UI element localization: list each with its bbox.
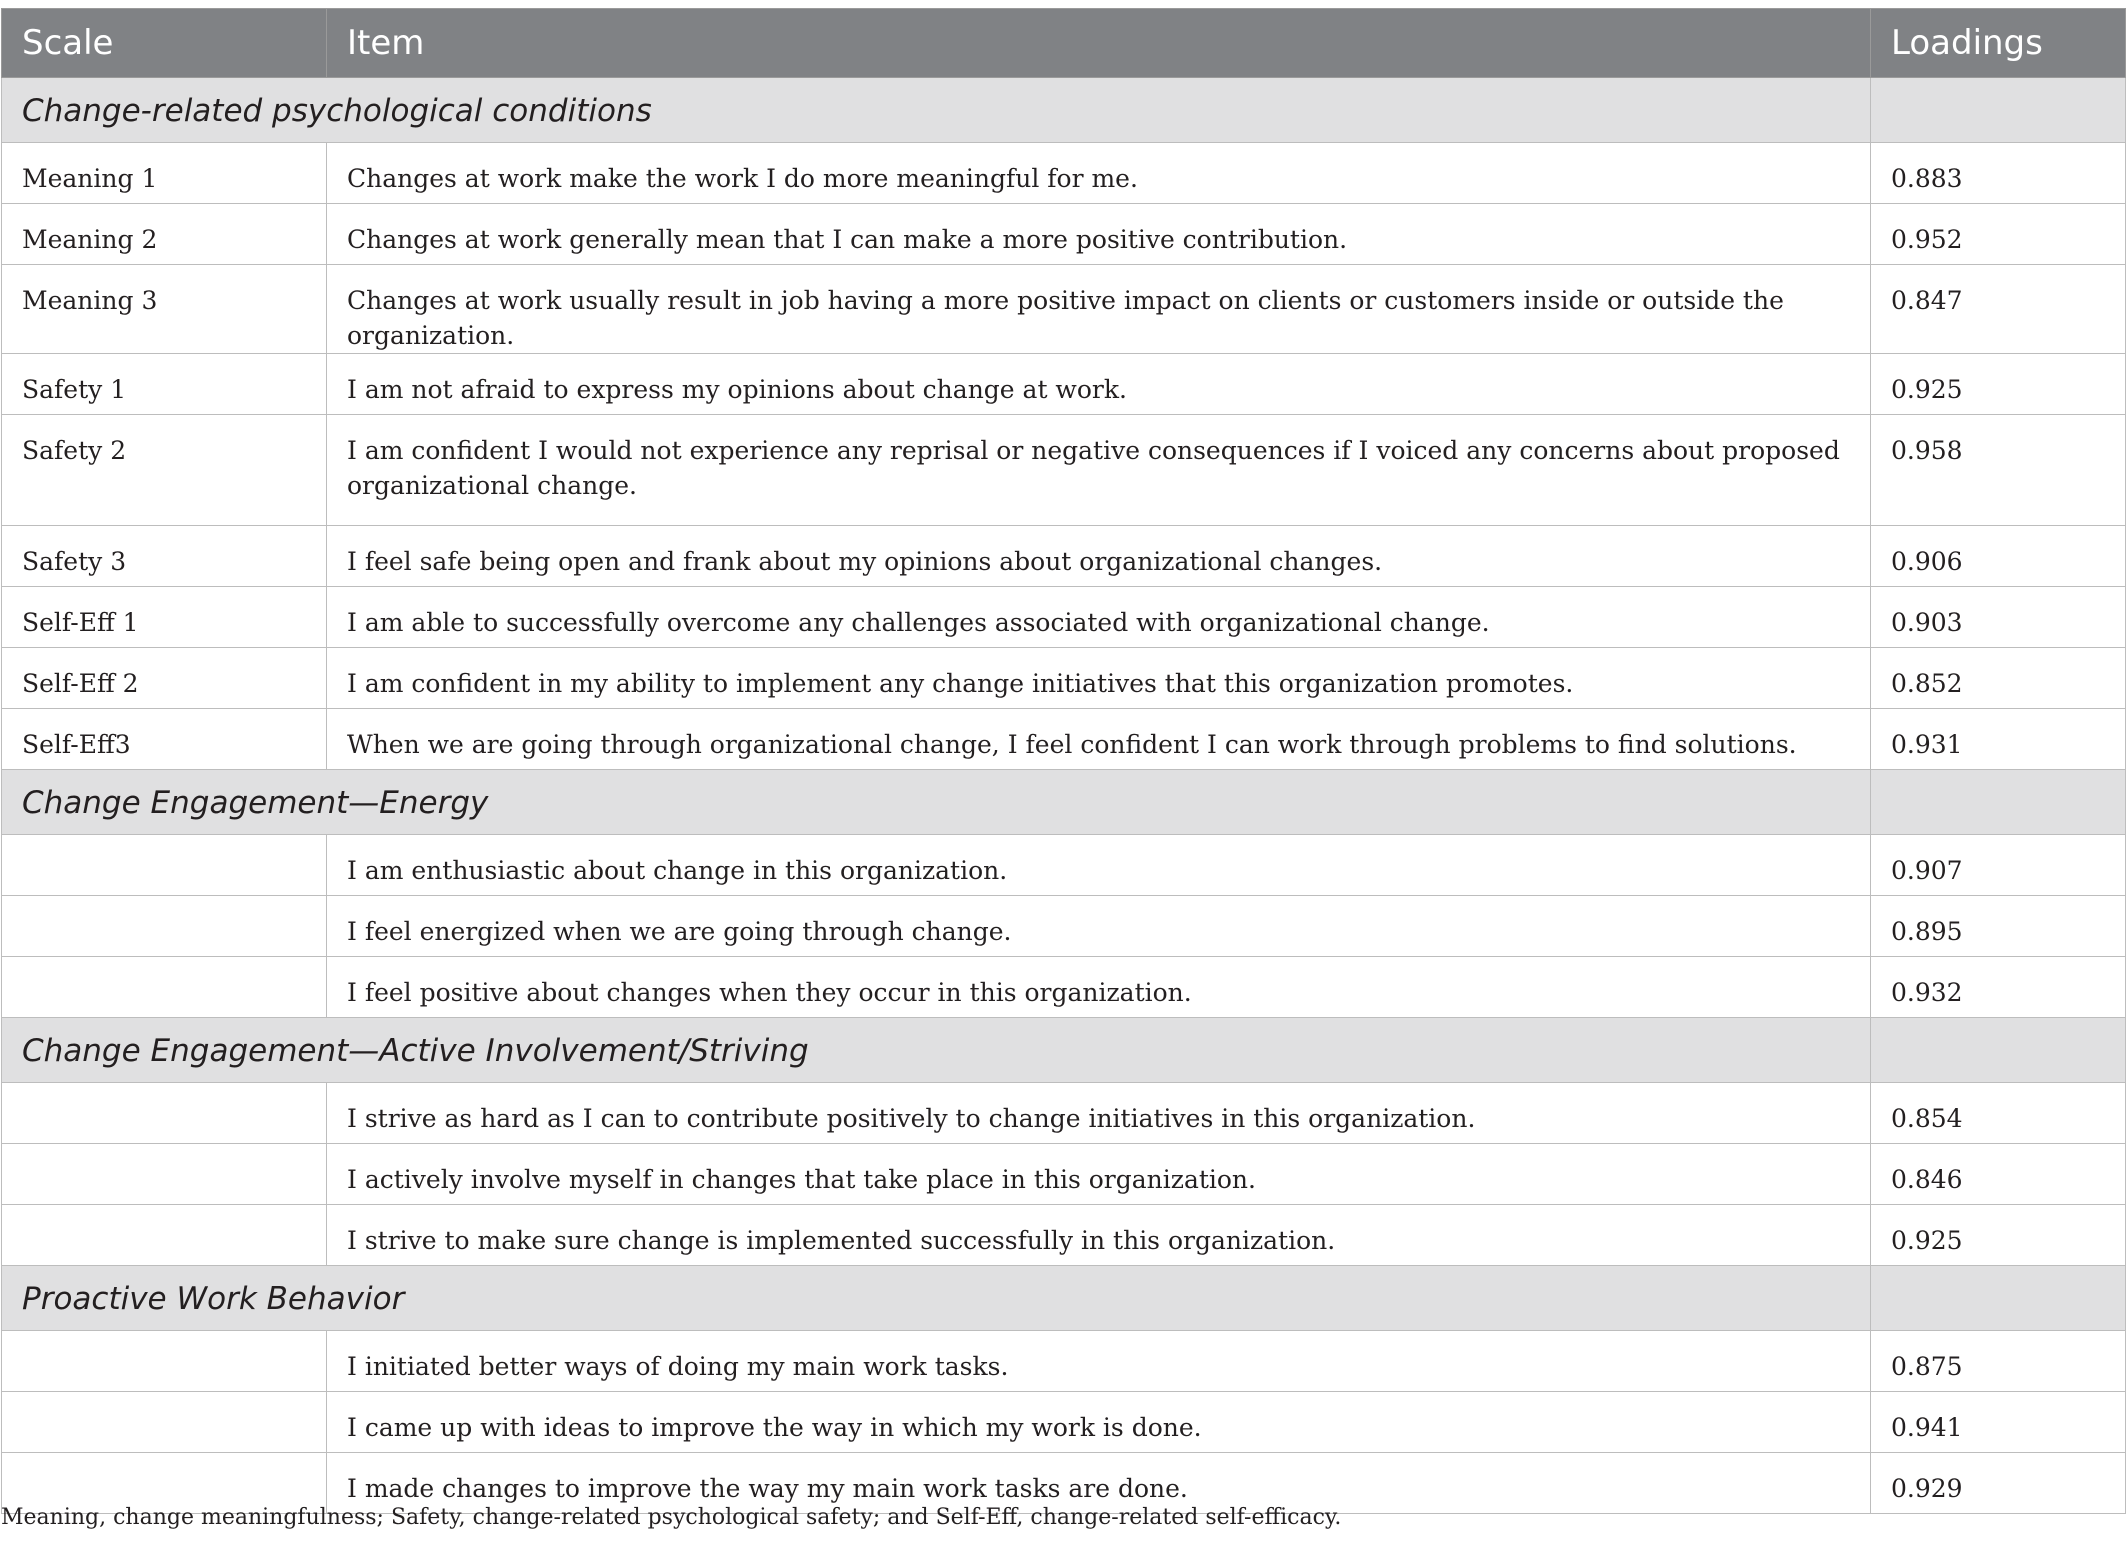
item-cell: I strive as hard as I can to contribute positively to change initiatives in this organization. [327,1083,1871,1144]
scale-cell [2,1331,327,1392]
item-cell: I actively involve myself in changes that take place in this organization. [327,1144,1871,1205]
scale-cell: Safety 1 [2,354,327,415]
scale-cell: Meaning 1 [2,143,327,204]
loadings-table [1,8,2126,1514]
item-cell: I initiated better ways of doing my main work tasks. [327,1331,1871,1392]
item-cell: Changes at work make the work I do more meaningful for me. [327,143,1871,204]
table-row [2,648,2126,709]
scale-cell [2,957,327,1018]
header-loadings: Loadings [1871,9,2126,78]
table-row [2,896,2126,957]
table-row [2,709,2126,770]
item-cell: I am able to successfully overcome any challenges associated with organizational change. [327,587,1871,648]
loading-cell: 0.941 [1871,1392,2126,1453]
loading-cell: 0.875 [1871,1331,2126,1392]
loading-cell: 0.852 [1871,648,2126,709]
table-row [2,204,2126,265]
loading-cell: 0.958 [1871,415,2126,526]
scale-cell: Self-Eff 1 [2,587,327,648]
section-empty-cell [1871,1018,2126,1083]
table-row [2,526,2126,587]
item-cell: I strive to make sure change is implemented successfully in this organization. [327,1205,1871,1266]
item-cell: I made changes to improve the way my main work tasks are done. [327,1453,1871,1514]
scale-cell: Self-Eff3 [2,709,327,770]
section-title: Change Engagement—Energy [2,770,1871,835]
header-scale: Scale [2,9,327,78]
scale-cell [2,896,327,957]
scale-cell: Safety 2 [2,415,327,526]
section-title: Proactive Work Behavior [2,1266,1871,1331]
loading-cell: 0.854 [1871,1083,2126,1144]
item-cell: I am not afraid to express my opinions about change at work. [327,354,1871,415]
table-row [2,1205,2126,1266]
loading-cell: 0.846 [1871,1144,2126,1205]
loading-cell: 0.883 [1871,143,2126,204]
table-row [2,1083,2126,1144]
item-cell: I am enthusiastic about change in this organization. [327,835,1871,896]
loading-cell: 0.931 [1871,709,2126,770]
loading-cell: 0.903 [1871,587,2126,648]
item-cell: Changes at work usually result in job having a more positive impact on clients or customers inside or outside the organization. [327,265,1871,354]
table-row [2,143,2126,204]
item-cell: I feel safe being open and frank about my opinions about organizational changes. [327,526,1871,587]
scale-cell [2,1205,327,1266]
loading-cell: 0.907 [1871,835,2126,896]
table-row [2,354,2126,415]
scale-cell: Meaning 3 [2,265,327,354]
item-cell: I am confident I would not experience any reprisal or negative consequences if I voiced any concerns about proposed organizational change. [327,415,1871,526]
scale-cell: Safety 3 [2,526,327,587]
loading-cell: 0.952 [1871,204,2126,265]
table-row [2,1392,2126,1453]
item-cell: I am confident in my ability to implement any change initiatives that this organization promotes. [327,648,1871,709]
table-row [2,415,2126,526]
table-row [2,1144,2126,1205]
section-empty-cell [1871,1266,2126,1331]
table-row [2,957,2126,1018]
loading-cell: 0.929 [1871,1453,2126,1514]
scale-cell: Meaning 2 [2,204,327,265]
header-row [2,9,2126,78]
section-row [2,78,2126,143]
section-empty-cell [1871,770,2126,835]
section-row [2,770,2126,835]
item-cell: Changes at work generally mean that I can make a more positive contribution. [327,204,1871,265]
loading-cell: 0.895 [1871,896,2126,957]
section-row [2,1266,2126,1331]
table-row [2,1331,2126,1392]
loading-cell: 0.847 [1871,265,2126,354]
table-row [2,587,2126,648]
table-row [2,265,2126,354]
section-title: Change Engagement—Active Involvement/Striving [2,1018,1871,1083]
item-cell: When we are going through organizational change, I feel confident I can work through problems to find solutions. [327,709,1871,770]
loading-cell: 0.925 [1871,1205,2126,1266]
scale-cell [2,1392,327,1453]
item-cell: I feel positive about changes when they occur in this organization. [327,957,1871,1018]
item-cell: I came up with ideas to improve the way in which my work is done. [327,1392,1871,1453]
loading-cell: 0.932 [1871,957,2126,1018]
table-footnote: Meaning, change meaningfulness; Safety, change-related psychological safety; and Self-Eff, change-related self-efficacy. [1,1505,1342,1530]
scale-cell [2,835,327,896]
table-row [2,835,2126,896]
header-item: Item [327,9,1871,78]
section-empty-cell [1871,78,2126,143]
section-row [2,1018,2126,1083]
section-title: Change-related psychological conditions [2,78,1871,143]
scale-cell [2,1083,327,1144]
scale-cell: Self-Eff 2 [2,648,327,709]
scale-cell [2,1144,327,1205]
loading-cell: 0.906 [1871,526,2126,587]
item-cell: I feel energized when we are going through change. [327,896,1871,957]
loading-cell: 0.925 [1871,354,2126,415]
